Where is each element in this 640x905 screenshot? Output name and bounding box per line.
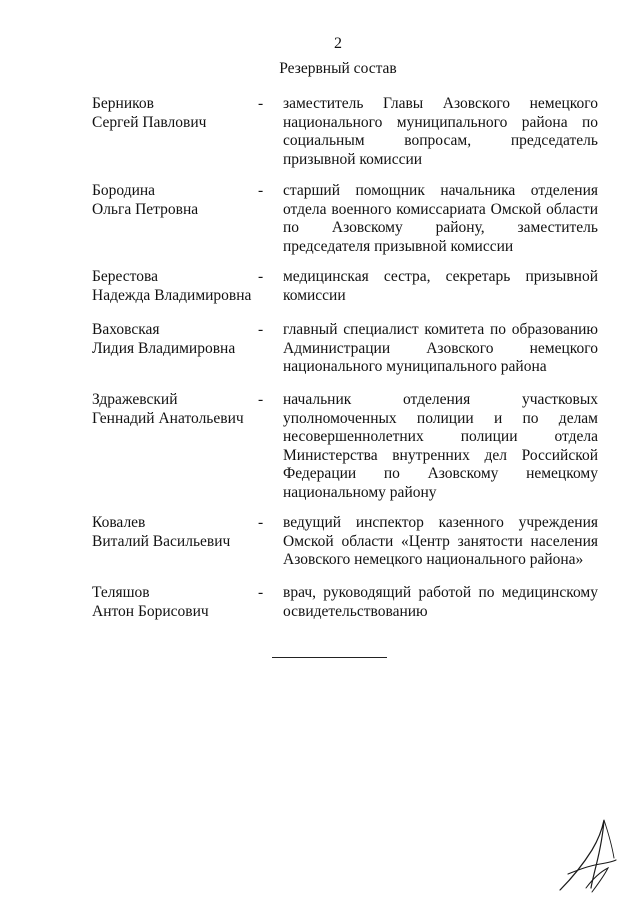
member-given-name: Лидия Владимировна: [92, 339, 236, 357]
member-role: заместитель Главы Азовского немецкого национального муниципального района по социальным вопросам, председатель призывной комиссии: [283, 95, 598, 168]
member-given-name: Виталий Васильевич: [92, 532, 231, 550]
dash-separator: -: [258, 182, 264, 199]
member-name: [92, 391, 262, 428]
member-role: главный специалист комитета по образованию Администрации Азовского немецкого национального муниципального района: [283, 321, 598, 375]
dash-separator: -: [258, 321, 264, 338]
member-given-name: Ольга Петровна: [92, 200, 199, 218]
member-role: врач, руководящий работой по медицинскому освидетельствованию: [283, 584, 598, 620]
dash-separator: -: [258, 514, 264, 531]
end-divider: [272, 657, 387, 658]
member-role: медицинская сестра, секретарь призывной комиссии: [283, 268, 598, 304]
dash-separator: -: [258, 268, 264, 285]
member-name: [92, 95, 262, 132]
member-surname: Берестова: [92, 268, 158, 285]
member-surname: Здражевский: [92, 391, 178, 408]
member-given-name: Сергей Павлович: [92, 113, 207, 131]
member-role: начальник отделения участковых уполномоченных полиции и по делам несовершеннолетних полиции отдела Министерства внутренних дел Российской Федерации по Азовскому немецкому национальному району: [283, 391, 598, 501]
signature-mark: [556, 810, 620, 895]
member-role: ведущий инспектор казенного учреждения Омской области «Центр занятости населения Азовского немецкого национального района»: [283, 514, 598, 568]
dash-separator: -: [258, 391, 264, 408]
member-given-name: Антон Борисович: [92, 602, 209, 620]
page-number: 2: [334, 35, 342, 52]
member-name: [92, 321, 262, 358]
member-surname: Берников: [92, 95, 154, 112]
member-given-name: Геннадий Анатольевич: [92, 409, 244, 427]
member-surname: Ковалев: [92, 514, 146, 531]
member-name: [92, 514, 262, 551]
member-role: старший помощник начальника отделения отдела военного комиссариата Омской области по Азовскому району, заместитель председателя призывной комиссии: [283, 182, 598, 255]
member-name: [92, 182, 262, 219]
member-name: [92, 268, 262, 305]
member-name: [92, 584, 262, 621]
dash-separator: -: [258, 584, 264, 601]
page-title: Резервный состав: [279, 60, 397, 77]
dash-separator: -: [258, 95, 264, 112]
member-surname: Ваховская: [92, 321, 160, 338]
member-surname: Теляшов: [92, 584, 150, 601]
member-given-name: Надежда Владимировна: [92, 286, 252, 304]
member-surname: Бородина: [92, 182, 156, 199]
